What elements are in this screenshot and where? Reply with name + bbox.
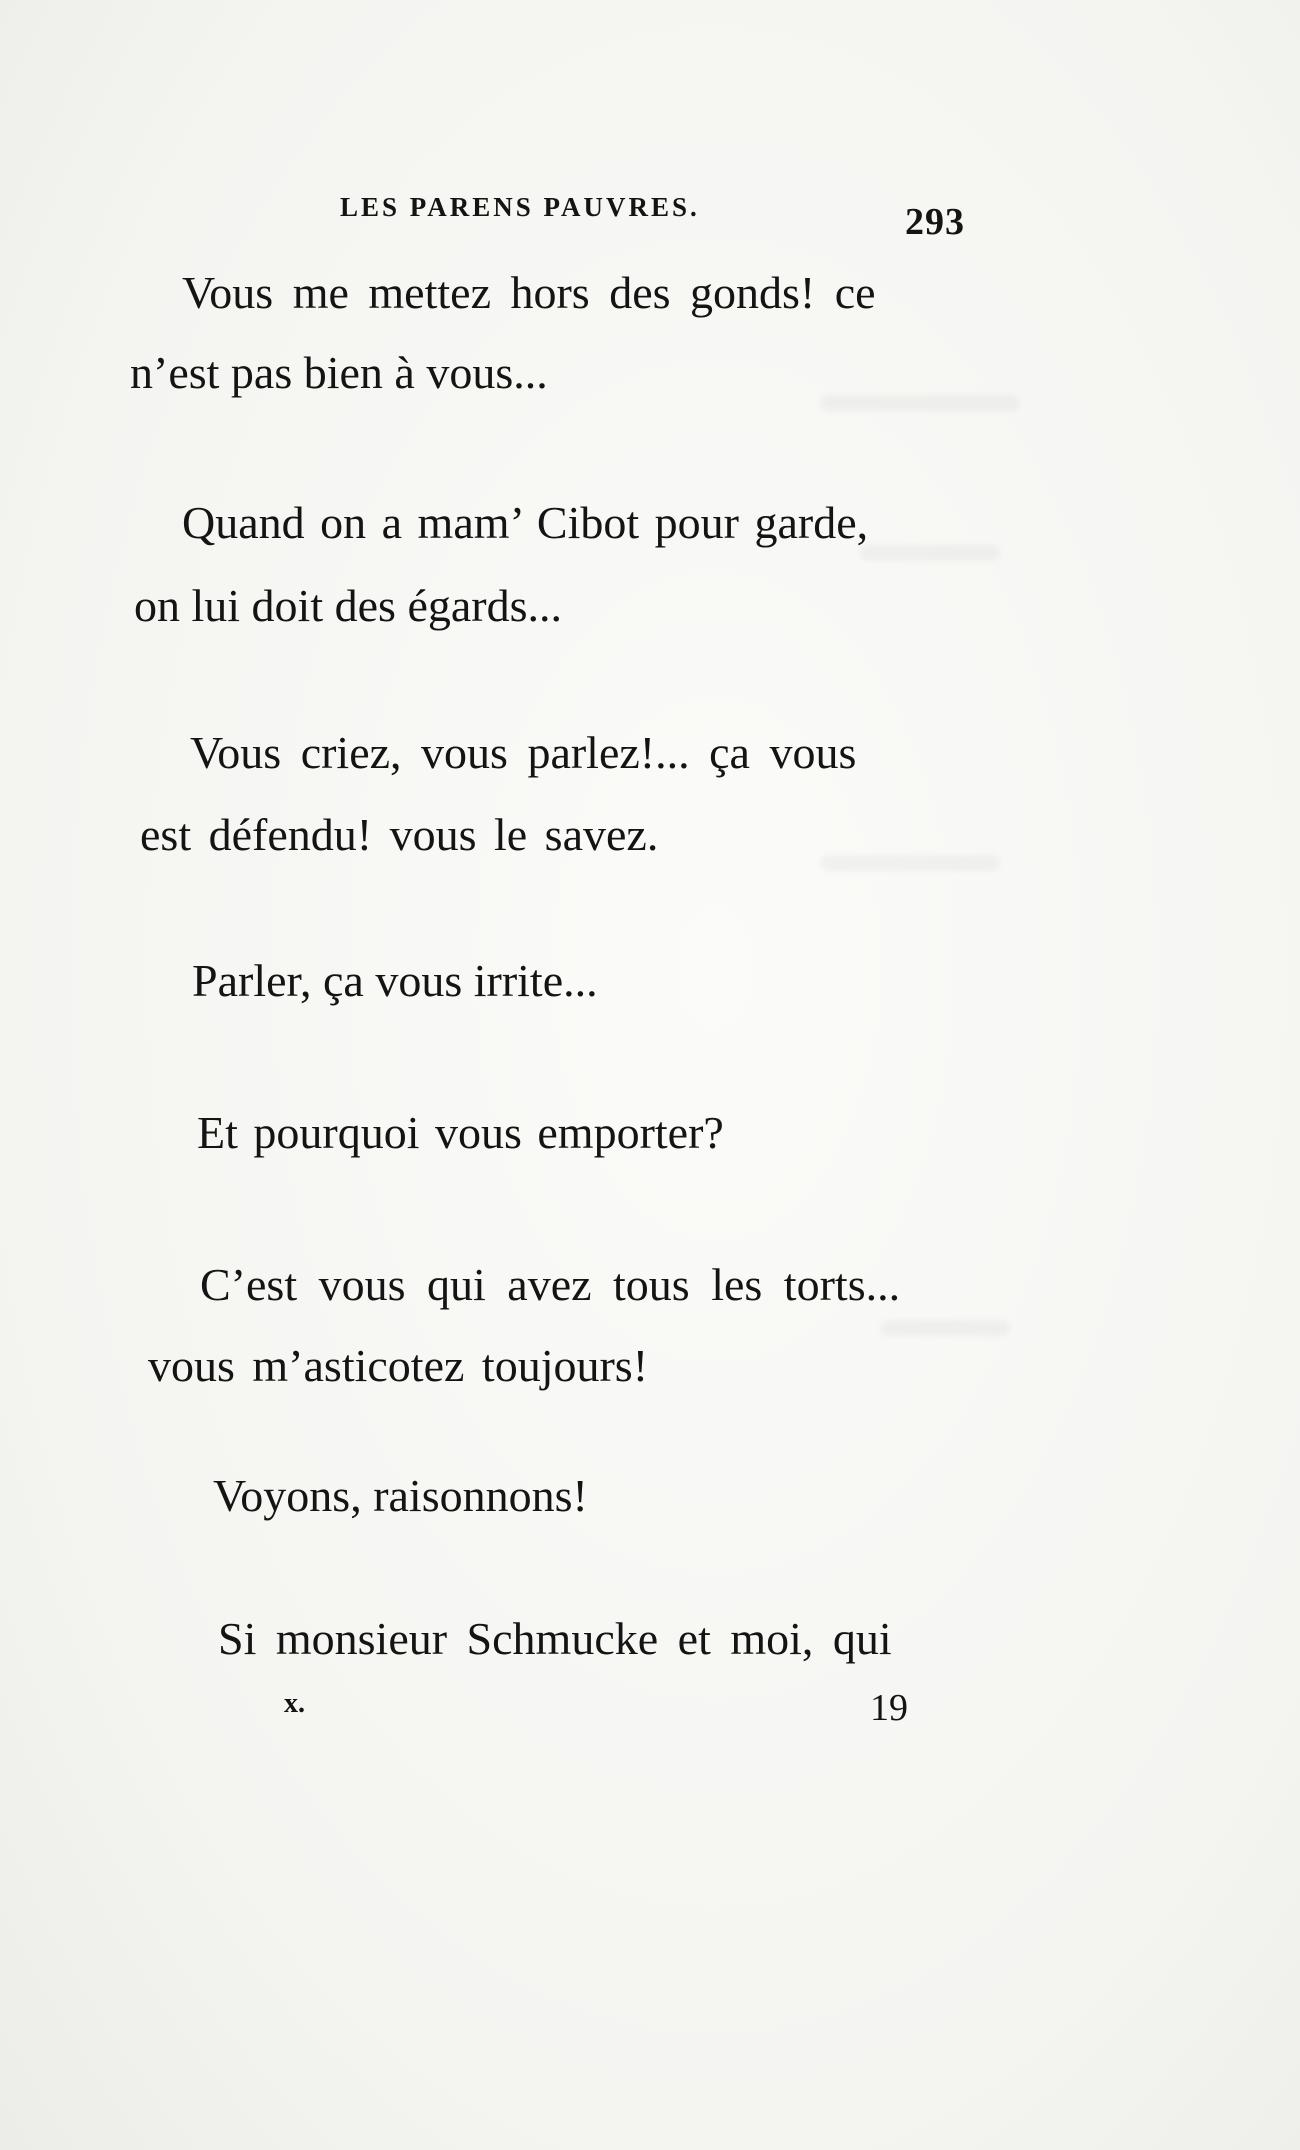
text-line: Vous me mettez hors des gonds! ce	[182, 267, 876, 318]
text-line: n’est pas bien à vous...	[130, 347, 548, 398]
signature-number: 19	[870, 1687, 908, 1729]
text-line: Vous criez, vous parlez!... ça vous	[190, 727, 857, 778]
bleed-through-mark	[820, 855, 1000, 871]
text-line: on lui doit des égards...	[134, 580, 562, 631]
bleed-through-mark	[860, 545, 1000, 561]
text-line: Si monsieur Schmucke et moi, qui	[218, 1613, 892, 1664]
text-line: Voyons, raisonnons!	[213, 1470, 588, 1521]
signature-mark: x.	[284, 1688, 305, 1719]
page-number: 293	[905, 201, 965, 243]
text-line: Et pourquoi vous emporter?	[197, 1107, 724, 1158]
text-line: vous m’asticotez toujours!	[148, 1340, 649, 1391]
text-line: est défendu! vous le savez.	[140, 809, 659, 860]
text-line: Parler, ça vous irrite...	[192, 955, 598, 1006]
bleed-through-mark	[880, 1320, 1010, 1336]
text-line: C’est vous qui avez tous les torts...	[200, 1259, 901, 1310]
text-line: Quand on a mam’ Cibot pour garde,	[182, 497, 869, 548]
bleed-through-mark	[820, 395, 1020, 411]
running-head: LES PARENS PAUVRES.	[340, 192, 700, 222]
